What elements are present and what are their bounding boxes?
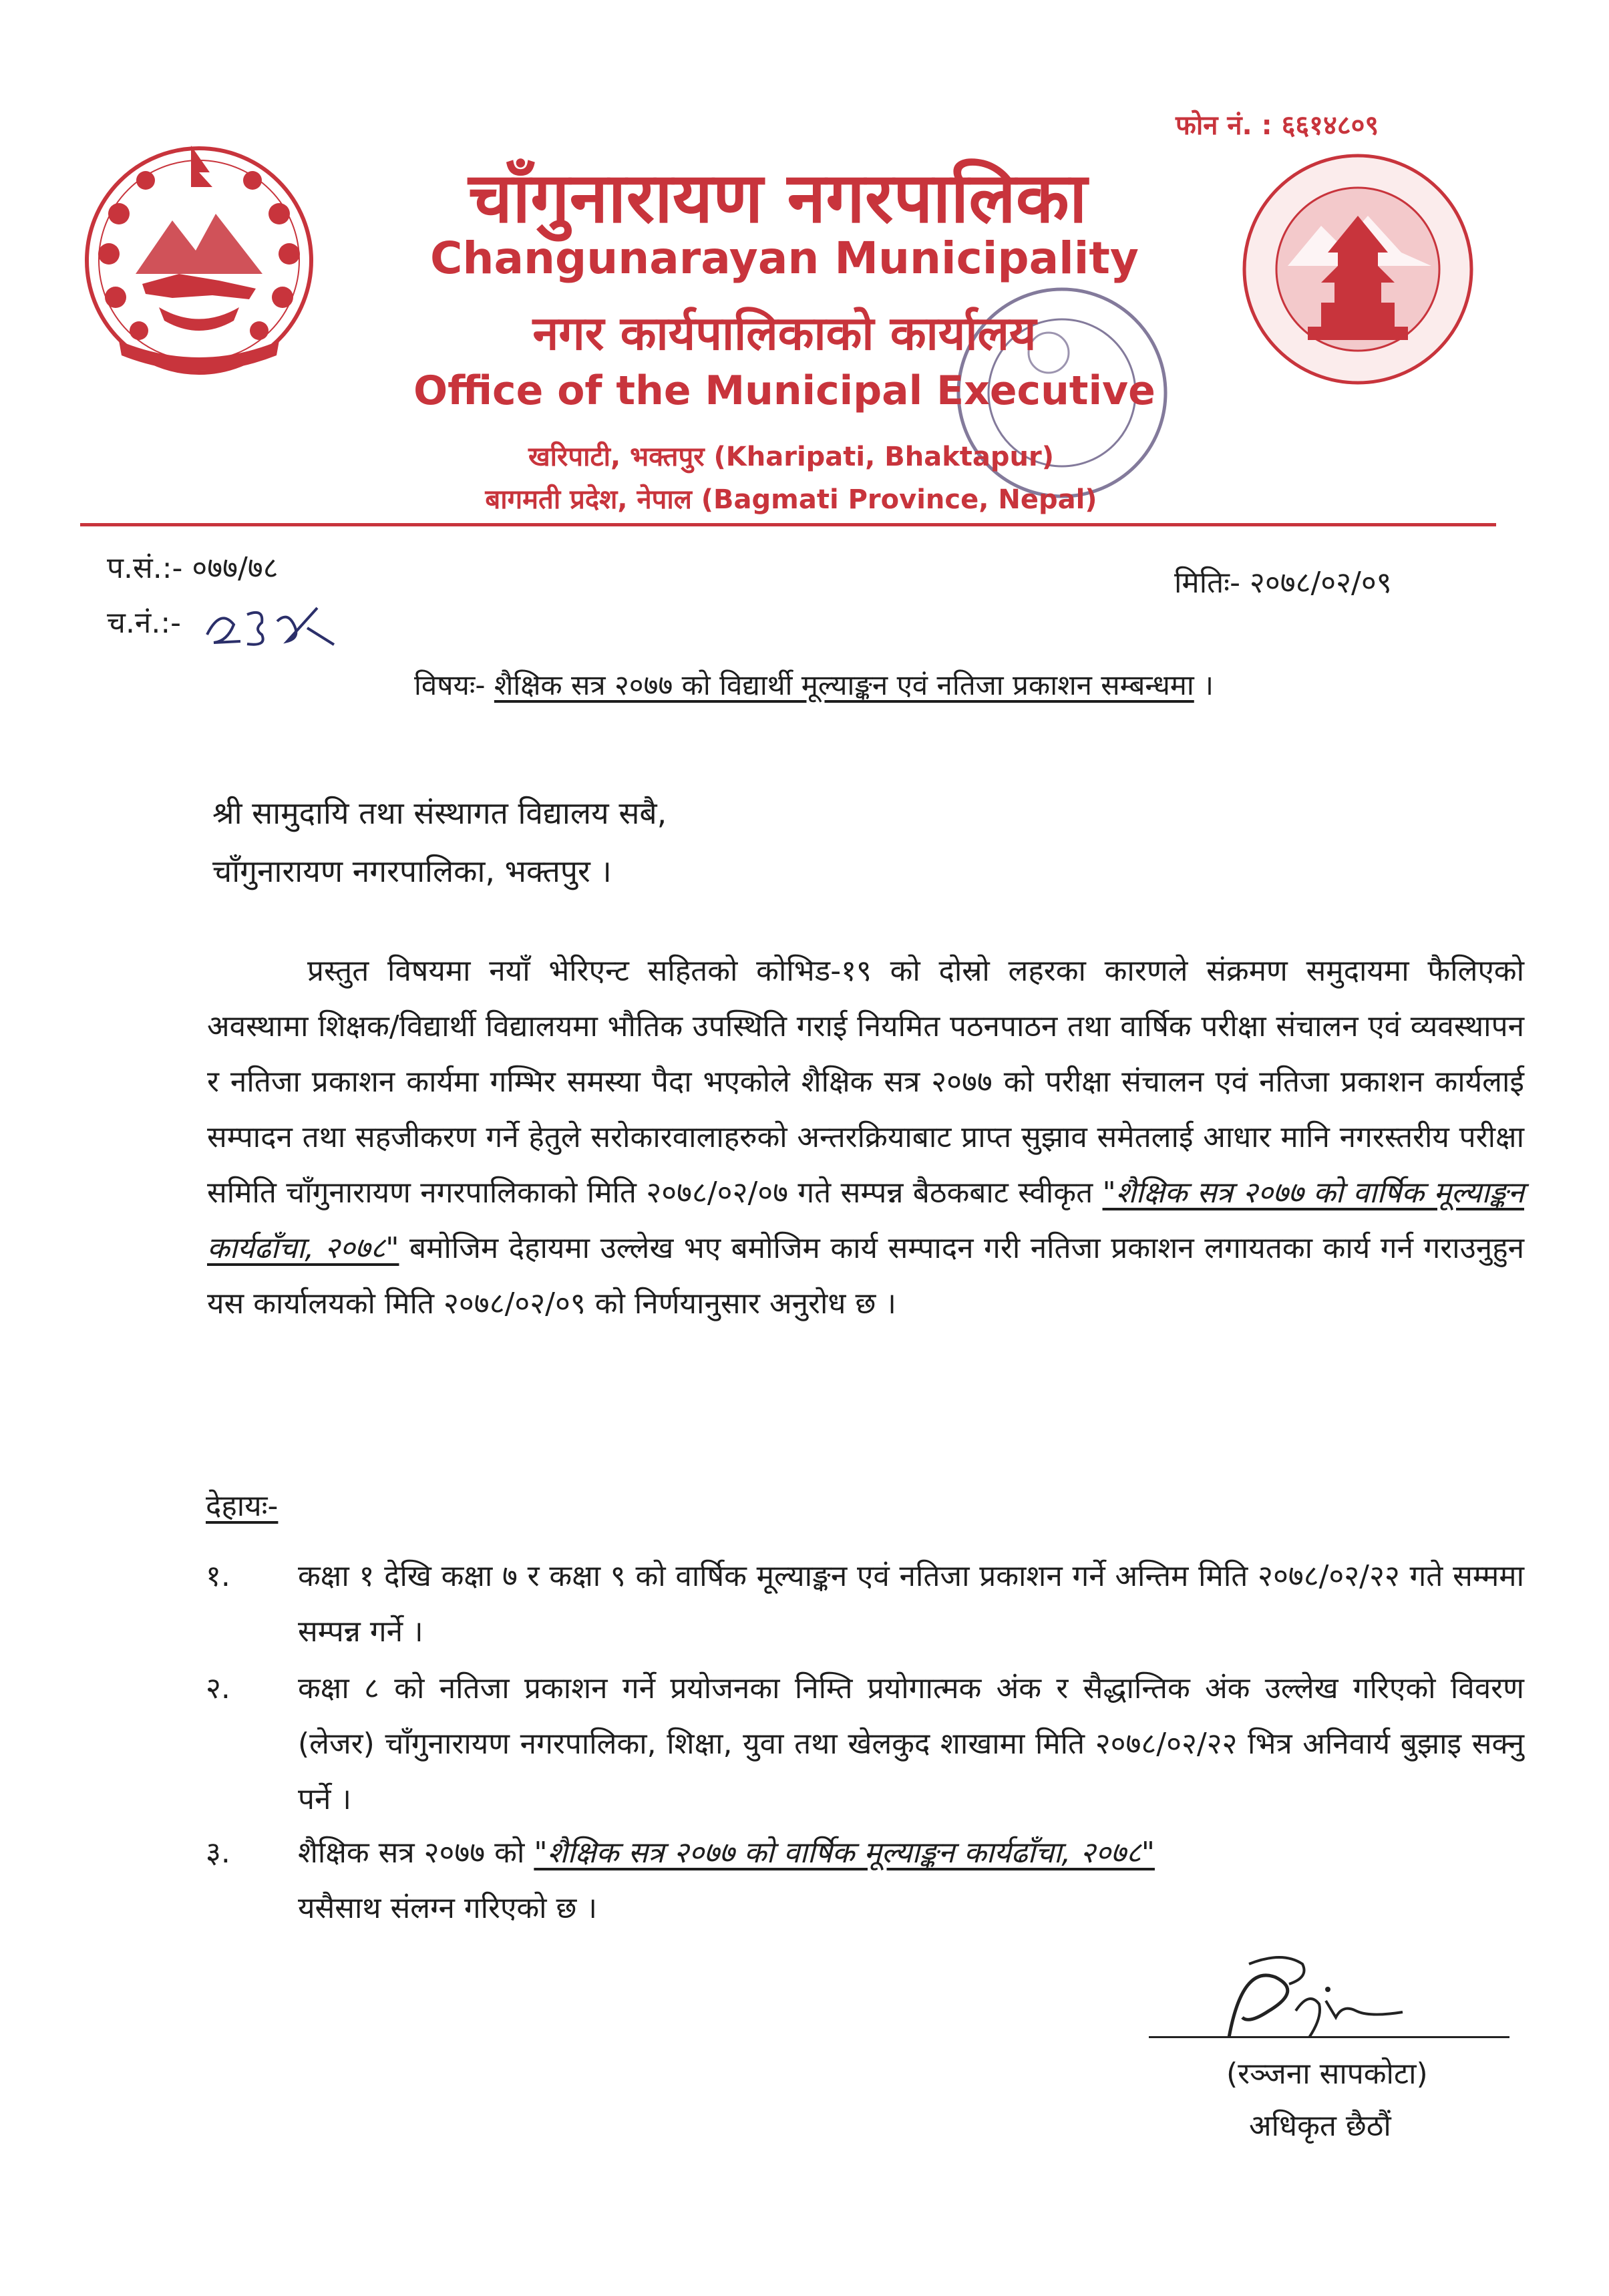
address-line-2: बागमती प्रदेश, नेपाल (Bagmati Province, Nepal) [485,484,1097,515]
signature-line [1149,2036,1509,2038]
list-item [206,1548,1524,1659]
header-divider [80,523,1496,526]
reference-number: प.सं.:- ०७७/७८ [107,551,279,585]
signatory-name: (रञ्जना सापकोटा) [1226,2057,1428,2091]
dispatch-number-handwritten [200,595,347,655]
subject-line [414,665,1214,703]
list-item [206,1661,1524,1827]
dehay-heading: देहायः- [206,1489,279,1523]
list-item-number: ३. [206,1836,230,1870]
municipality-name-nepali: चाँगुनारायण नगरपालिका [468,157,1087,238]
list-item-text [298,1825,1524,1936]
subject-label: विषयः- [414,669,486,701]
handwritten-signature [1202,1937,1429,2051]
subject-text: शैक्षिक सत्र २०७७ को विद्यार्थी मूल्याङ्कन एवं नतिजा प्रकाशन सम्बन्धमा [494,669,1194,701]
body-part-1: प्रस्तुत विषयमा नयाँ भेरिएन्ट सहितको कोभिड-१९ को दोस्रो लहरका कारणले संक्रमण समुदायमा फैलिएको अवस्थामा शिक्षक/विद्यार्थी विद्यालयमा भौतिक उपस्थिति गराई नियमित पठनपाठन तथा वार्षिक परीक्षा संचालन एवं व्यवस्थापन र नतिजा प्रकाशन कार्यमा गम्भिर समस्या पैदा भएकोले शैक्षिक सत्र २०७७ को परीक्षा संचालन एवं नतिजा प्रकाशन कार्यलाई सम्पादन तथा सहजीकरण गर्ने हेतुले सरोकारवालाहरुको अन्तरक्रियाबाट प्राप्त सुझाव समेतलाई आधार मानि नगरस्तरीय परीक्षा समिति चाँगुनारायण नगरपालिकाको मिति २०७८/०२/०७ गते सम्पन्न बैठकबाट स्वीकृत [207,954,1524,1210]
list-item-text-post: यसैसाथ संलग्न गरिएको छ । [298,1891,598,1925]
list-item-quote: "शैक्षिक सत्र २०७७ को वार्षिक मूल्याङ्कन कार्यढाँचा, २०७८" [534,1836,1155,1870]
address-line-1: खरिपाटी, भक्तपुर (Kharipati, Bhaktapur) [528,442,1055,472]
phone-number: फोन नं. : ६६१४८०९ [1176,110,1379,141]
letter-date: मितिः- २०७८/०२/०९ [1174,566,1392,600]
body-part-2: बमोजिम देहायमा उल्लेख भए बमोजिम कार्य सम्पादन गरी नतिजा प्रकाशन लगायतका कार्य गर्न गराउनुहुन यस कार्यालयको मिति २०७८/०२/०९ को निर्णयानुसार अनुरोध छ । [207,1231,1524,1321]
office-name-nepali: नगर कार्यपालिकाको कार्यालय [532,306,1037,361]
list-item [206,1825,1524,1936]
list-item-text-pre: शैक्षिक सत्र २०७७ को [298,1836,525,1870]
body-quote: "शैक्षिक सत्र २०७७ को वार्षिक मूल्याङ्कन कार्यढाँचा, २०७८" [207,1176,1524,1265]
subject-end: । [1203,669,1214,701]
list-item-number: १. [206,1559,230,1593]
list-item-number: २. [206,1671,230,1705]
dispatch-number-label: च.नं.:- [107,606,182,640]
addressee-line-1: श्री सामुदायि तथा संस्थागत विद्यालय सबै, [212,795,667,831]
municipality-name-english: Changunarayan Municipality [430,232,1139,284]
office-name-english: Office of the Municipal Executive [413,367,1155,414]
body-paragraph [207,943,1524,1331]
list-item-text: कक्षा १ देखि कक्षा ७ र कक्षा ९ को वार्षिक मूल्याङ्कन एवं नतिजा प्रकाशन गर्ने अन्तिम मिति २०७८/०२/२२ गते सम्ममा सम्पन्न गर्ने । [298,1559,1524,1649]
signatory-title: अधिकृत छैठौं [1249,2109,1391,2143]
list-item-text: कक्षा ८ को नतिजा प्रकाशन गर्ने प्रयोजनका निम्ति प्रयोगात्मक अंक र सैद्धान्तिक अंक उल्लेख गरिएको विवरण (लेजर) चाँगुनारायण नगरपालिका, शिक्षा, युवा तथा खेलकुद शाखामा मिति २०७८/०२/२२ भित्र अनिवार्य बुझाइ सक्नु पर्ने । [298,1671,1524,1816]
addressee-line-2: चाँगुनारायण नगरपालिका, भक्तपुर । [212,853,612,889]
